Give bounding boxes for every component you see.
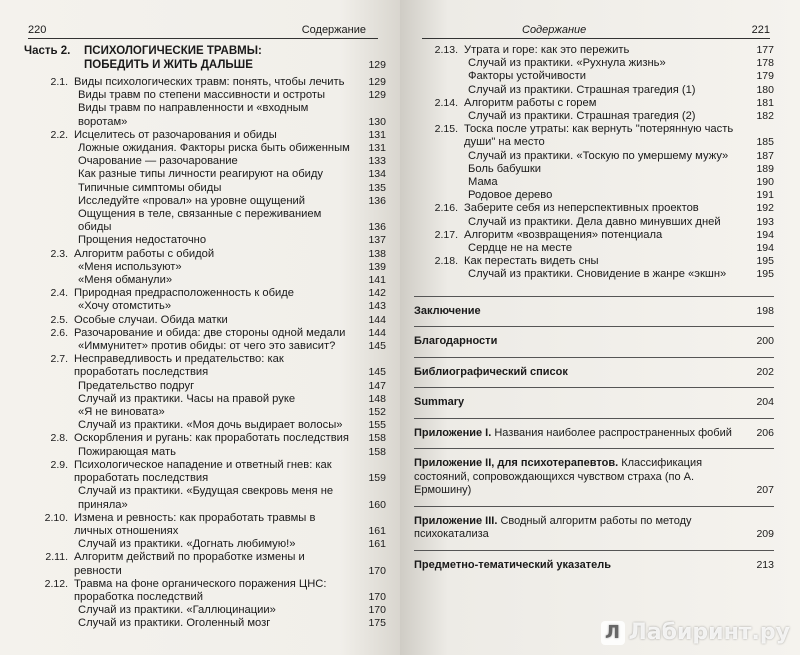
entry-title-text: Случай из практики. Страшная трагедия (2) bbox=[468, 110, 696, 123]
entry-title bbox=[468, 163, 774, 176]
toc-subentry bbox=[414, 176, 774, 189]
page-number: 221 bbox=[751, 24, 770, 36]
entry-title-text: Несправедливость и предательство: как проработать последствия bbox=[74, 353, 284, 379]
section-subtitle: Сводный алгоритм работы по методу психокатализа bbox=[414, 514, 692, 541]
entry-title bbox=[464, 255, 774, 268]
entry-page: 135 bbox=[368, 181, 386, 194]
entry-title-text: Измена и ревность: как проработать травмы в личных отношениях bbox=[74, 511, 316, 537]
entry-title bbox=[78, 604, 386, 617]
toc-section bbox=[414, 396, 774, 410]
toc-subentry bbox=[414, 150, 774, 163]
entry-title bbox=[74, 459, 386, 485]
running-title: Содержание bbox=[301, 24, 366, 36]
entry-title-text: Тоска после утраты: как вернуть "потерянную часть души" на место bbox=[464, 123, 734, 149]
entry-page: 147 bbox=[368, 379, 386, 392]
toc-subentry bbox=[24, 340, 386, 353]
entry-title-text: Травма на фоне органического поражения ЦНС: проработка последствий bbox=[74, 577, 327, 603]
toc-subentry bbox=[24, 419, 386, 432]
entry-page: 195 bbox=[756, 255, 774, 268]
section-title: Приложение III. bbox=[414, 514, 498, 527]
entry-page: 180 bbox=[756, 83, 774, 96]
entry-page: 193 bbox=[756, 215, 774, 228]
entry-title-text: Сердце не на месте bbox=[468, 242, 573, 255]
entry-title-text: Виды психологических травм: понять, чтобы лечить bbox=[74, 76, 345, 88]
entry-page: 159 bbox=[368, 472, 386, 485]
toc-entry bbox=[24, 248, 386, 261]
section-subtitle: Классификация состояний, сопровождающихся чувством страха (по А. Ермошину) bbox=[414, 457, 703, 497]
section-divider bbox=[414, 296, 774, 297]
entry-title bbox=[468, 110, 774, 123]
toc-entries-right bbox=[414, 44, 774, 282]
entry-title bbox=[78, 446, 386, 459]
entry-title-text: Случай из практики. «Догнать любимую!» bbox=[78, 538, 296, 551]
toc-entry bbox=[24, 512, 386, 538]
entry-title bbox=[78, 195, 386, 208]
entry-title bbox=[78, 617, 386, 630]
entry-page: 139 bbox=[368, 260, 386, 273]
entry-title bbox=[78, 393, 386, 406]
entry-number: 2.14. bbox=[434, 96, 458, 109]
toc-section bbox=[414, 335, 774, 349]
entry-number: 2.1. bbox=[50, 76, 68, 88]
entry-title bbox=[468, 242, 774, 255]
entry-title bbox=[78, 102, 386, 128]
toc-subentry bbox=[24, 380, 386, 393]
entry-page: 179 bbox=[756, 70, 774, 83]
entry-page: 160 bbox=[368, 498, 386, 511]
entry-title-text: Алгоритм работы с обидой bbox=[74, 247, 215, 260]
entry-title-text: Алгоритм работы с горем bbox=[464, 96, 597, 109]
toc-subentry bbox=[24, 168, 386, 181]
toc-section bbox=[414, 515, 774, 542]
toc-section bbox=[414, 457, 774, 498]
entry-page: 136 bbox=[368, 221, 386, 234]
toc-sections-right bbox=[414, 296, 774, 573]
entry-title bbox=[78, 261, 386, 274]
watermark-text: Лабиринт.ру bbox=[628, 620, 790, 645]
entry-page: 181 bbox=[756, 96, 774, 109]
entry-title bbox=[464, 44, 774, 57]
toc-subentry bbox=[24, 102, 386, 128]
entry-title-text: Утрата и горе: как это пережить bbox=[464, 44, 630, 56]
toc-section bbox=[414, 559, 774, 573]
toc-subentry bbox=[24, 274, 386, 287]
toc-subentry bbox=[24, 300, 386, 313]
entry-page: 148 bbox=[368, 392, 386, 405]
section-page: 206 bbox=[756, 426, 774, 439]
entry-title-text: «Хочу отомстить» bbox=[78, 300, 172, 313]
section-page: 204 bbox=[756, 396, 774, 409]
section-divider bbox=[414, 506, 774, 507]
toc-entry bbox=[24, 129, 386, 142]
section-page: 213 bbox=[756, 558, 774, 571]
entry-title-text: Случай из практики. Дела давно минувших дней bbox=[468, 215, 721, 228]
entry-title-text: Алгоритм действий по проработке измены и ревности bbox=[74, 551, 305, 577]
entry-page: 170 bbox=[368, 564, 386, 577]
entry-title bbox=[74, 287, 386, 300]
entry-page: 145 bbox=[368, 340, 386, 353]
running-title: Содержание bbox=[522, 24, 587, 36]
toc-subentry bbox=[24, 89, 386, 102]
section-divider bbox=[414, 357, 774, 358]
section-page: 209 bbox=[756, 528, 774, 541]
entry-title bbox=[78, 406, 386, 419]
entry-number: 2.2. bbox=[50, 128, 68, 141]
toc-subentry bbox=[414, 268, 774, 281]
toc-entry bbox=[414, 97, 774, 110]
toc-entries-left bbox=[24, 76, 386, 631]
entry-title-text: Алгоритм «возвращения» потенциала bbox=[464, 228, 663, 241]
entry-page: 178 bbox=[756, 57, 774, 70]
entry-title bbox=[464, 123, 774, 149]
section-title: Приложение II, для психотерапевтов. bbox=[414, 457, 619, 470]
entry-page: 144 bbox=[368, 313, 386, 326]
entry-title-text: Случай из практики. «Галлюцинации» bbox=[78, 604, 276, 617]
section-page: 207 bbox=[756, 484, 774, 497]
entry-title bbox=[74, 551, 386, 577]
right-page-header bbox=[422, 20, 770, 39]
entry-page: 189 bbox=[756, 162, 774, 175]
entry-page: 175 bbox=[368, 617, 386, 630]
entry-title bbox=[468, 84, 774, 97]
entry-number: 2.17. bbox=[434, 228, 458, 241]
entry-title bbox=[78, 234, 386, 247]
toc-subentry bbox=[24, 538, 386, 551]
section-divider bbox=[414, 550, 774, 551]
toc-entry bbox=[24, 551, 386, 577]
toc-subentry bbox=[24, 208, 386, 234]
toc-subentry bbox=[24, 446, 386, 459]
part-title bbox=[84, 44, 386, 72]
entry-title bbox=[468, 268, 774, 281]
entry-title bbox=[468, 57, 774, 70]
entry-page: 194 bbox=[756, 242, 774, 255]
entry-title-text: Случай из практики. Часы на правой руке bbox=[78, 392, 296, 405]
entry-page: 194 bbox=[756, 228, 774, 241]
toc-subentry bbox=[24, 182, 386, 195]
labirint-logo-icon: Л bbox=[601, 621, 625, 645]
toc-entry bbox=[24, 578, 386, 604]
section-divider bbox=[414, 326, 774, 327]
entry-number: 2.18. bbox=[434, 255, 458, 268]
section-page: 198 bbox=[756, 304, 774, 317]
entry-title-text: Очарование — разочарование bbox=[78, 155, 238, 168]
entry-title-text: Ложные ожидания. Факторы риска быть обиженным bbox=[78, 142, 350, 155]
entry-number: 2.9. bbox=[50, 458, 68, 471]
toc-section bbox=[414, 427, 774, 441]
entry-title bbox=[74, 314, 386, 327]
entry-title-text: Случай из практики. Страшная трагедия (1) bbox=[468, 83, 696, 96]
toc-subentry bbox=[24, 195, 386, 208]
toc-subentry bbox=[24, 234, 386, 247]
toc-entry bbox=[414, 229, 774, 242]
section-title: Summary bbox=[414, 396, 465, 409]
watermark-logo bbox=[601, 620, 790, 645]
toc-entry bbox=[24, 76, 386, 89]
section-title: Библиографический список bbox=[414, 365, 568, 378]
entry-title bbox=[78, 182, 386, 195]
entry-title-text: Как разные типы личности реагируют на обиду bbox=[78, 168, 323, 181]
entry-page: 161 bbox=[368, 524, 386, 537]
toc-entry bbox=[24, 432, 386, 445]
entry-page: 155 bbox=[368, 419, 386, 432]
entry-title-text: Предательство подруг bbox=[78, 379, 195, 392]
toc-section bbox=[414, 366, 774, 380]
entry-title-text: Мама bbox=[468, 176, 498, 189]
left-page-header bbox=[28, 20, 378, 39]
entry-number: 2.15. bbox=[434, 123, 458, 136]
toc-subentry bbox=[24, 142, 386, 155]
entry-title bbox=[78, 419, 386, 432]
part-heading bbox=[24, 44, 386, 72]
part-page: 129 bbox=[368, 59, 386, 71]
entry-title bbox=[468, 216, 774, 229]
toc-right bbox=[414, 44, 774, 572]
entry-title bbox=[78, 538, 386, 551]
entry-page: 131 bbox=[368, 142, 386, 155]
entry-title bbox=[74, 248, 386, 261]
entry-title bbox=[78, 340, 386, 353]
entry-page: 187 bbox=[756, 149, 774, 162]
entry-page: 195 bbox=[756, 268, 774, 281]
entry-page: 185 bbox=[756, 136, 774, 149]
entry-title bbox=[74, 353, 386, 379]
toc-subentry bbox=[24, 393, 386, 406]
toc-section bbox=[414, 305, 774, 319]
entry-page: 129 bbox=[368, 89, 386, 102]
toc-subentry bbox=[24, 604, 386, 617]
entry-title bbox=[74, 432, 386, 445]
entry-title-text: Виды травм по степени массивности и остроты bbox=[78, 89, 326, 102]
toc-subentry bbox=[414, 57, 774, 70]
entry-title-text: Разочарование и обида: две стороны одной медали bbox=[74, 326, 346, 339]
entry-number: 2.12. bbox=[44, 577, 68, 590]
entry-page: 131 bbox=[368, 128, 386, 141]
entry-page: 144 bbox=[368, 326, 386, 339]
part-title-line: ПОБЕДИТЬ И ЖИТЬ ДАЛЬШЕ bbox=[84, 59, 253, 71]
toc-subentry bbox=[414, 242, 774, 255]
entry-title-text: «Меня используют» bbox=[78, 260, 182, 273]
entry-title-text: Как перестать видеть сны bbox=[464, 255, 599, 268]
entry-page: 141 bbox=[368, 274, 386, 287]
entry-title-text: Случай из практики. «Тоскую по умершему мужу» bbox=[468, 149, 729, 162]
entry-title-text: Типичные симптомы обиды bbox=[78, 181, 222, 194]
toc-left bbox=[24, 44, 386, 631]
entry-title-text: Факторы устойчивости bbox=[468, 70, 586, 83]
entry-title bbox=[464, 97, 774, 110]
entry-title-text: Пожирающая мать bbox=[78, 445, 176, 458]
entry-title bbox=[74, 578, 386, 604]
entry-page: 190 bbox=[756, 176, 774, 189]
right-page bbox=[400, 0, 800, 655]
entry-number: 2.4. bbox=[50, 287, 68, 300]
entry-title bbox=[74, 129, 386, 142]
entry-title-text: Родовое дерево bbox=[468, 189, 553, 202]
toc-entry bbox=[24, 287, 386, 300]
entry-title bbox=[78, 300, 386, 313]
entry-page: 182 bbox=[756, 110, 774, 123]
entry-title bbox=[78, 89, 386, 102]
entry-title-text: Случай из практики. Оголенный мозг bbox=[78, 617, 271, 630]
entry-page: 170 bbox=[368, 590, 386, 603]
toc-entry bbox=[414, 202, 774, 215]
entry-title-text: Особые случаи. Обида матки bbox=[74, 313, 228, 326]
entry-page: 161 bbox=[368, 538, 386, 551]
toc-subentry bbox=[414, 84, 774, 97]
entry-title bbox=[468, 70, 774, 83]
entry-number: 2.6. bbox=[50, 326, 68, 339]
entry-title-text: Природная предрасположенность к обиде bbox=[74, 287, 294, 300]
section-title: Приложение I. bbox=[414, 426, 492, 439]
entry-title-text: Оскорбления и ругань: как проработать последствия bbox=[74, 432, 349, 445]
entry-page: 138 bbox=[368, 247, 386, 260]
entry-title-text: «Я не виновата» bbox=[78, 406, 165, 419]
toc-entry bbox=[24, 314, 386, 327]
entry-title bbox=[468, 150, 774, 163]
entry-number: 2.8. bbox=[50, 432, 68, 445]
toc-entry bbox=[24, 353, 386, 379]
entry-title-text: Виды травм по направленности и «входным воротам» bbox=[78, 102, 309, 128]
toc-subentry bbox=[414, 70, 774, 83]
entry-number: 2.10. bbox=[44, 511, 68, 524]
section-page: 200 bbox=[756, 335, 774, 348]
entry-title bbox=[464, 229, 774, 242]
entry-title-text: Случай из практики. Сновидение в жанре «экшн» bbox=[468, 268, 727, 281]
entry-title bbox=[74, 76, 386, 89]
entry-title-text: Случай из практики. «Рухнула жизнь» bbox=[468, 57, 666, 70]
entry-page: 158 bbox=[368, 432, 386, 445]
entry-page: 143 bbox=[368, 300, 386, 313]
entry-page: 170 bbox=[368, 604, 386, 617]
entry-page: 142 bbox=[368, 287, 386, 300]
entry-number: 2.16. bbox=[434, 202, 458, 215]
entry-title-text: Заберите себя из неперспективных проектов bbox=[464, 202, 699, 215]
section-title: Предметно-тематический указатель bbox=[414, 558, 612, 571]
part-label: Часть 2. bbox=[24, 45, 71, 57]
entry-page: 192 bbox=[756, 202, 774, 215]
section-title: Заключение bbox=[414, 304, 481, 317]
toc-subentry bbox=[24, 155, 386, 168]
entry-title-text: Случай из практики. «Будущая свекровь меня не приняла» bbox=[78, 485, 334, 511]
entry-number: 2.13. bbox=[434, 44, 458, 56]
section-divider bbox=[414, 418, 774, 419]
entry-title-text: Психологическое нападение и ответный гнев: как проработать последствия bbox=[74, 458, 332, 485]
entry-title-text: Исцелитесь от разочарования и обиды bbox=[74, 128, 277, 141]
entry-page: 130 bbox=[368, 115, 386, 128]
toc-entry bbox=[414, 123, 774, 149]
toc-entry bbox=[24, 327, 386, 340]
entry-title bbox=[78, 168, 386, 181]
entry-page: 129 bbox=[368, 76, 386, 88]
entry-page: 137 bbox=[368, 234, 386, 247]
part-title-line: ПСИХОЛОГИЧЕСКИЕ ТРАВМЫ: bbox=[84, 45, 262, 57]
entry-page: 152 bbox=[368, 406, 386, 419]
section-divider bbox=[414, 448, 774, 449]
entry-title-text: Ощущения в теле, связанные с переживанием обиды bbox=[78, 208, 322, 234]
entry-title-text: Случай из практики. «Моя дочь выдирает волосы» bbox=[78, 419, 343, 432]
entry-number: 2.5. bbox=[50, 313, 68, 326]
entry-title bbox=[78, 485, 386, 511]
entry-number: 2.3. bbox=[50, 247, 68, 260]
entry-title-text: Боль бабушки bbox=[468, 162, 542, 175]
entry-title bbox=[78, 274, 386, 287]
toc-entry bbox=[414, 255, 774, 268]
entry-title bbox=[74, 327, 386, 340]
entry-title bbox=[78, 155, 386, 168]
section-page: 202 bbox=[756, 365, 774, 378]
toc-subentry bbox=[24, 261, 386, 274]
toc-subentry bbox=[414, 110, 774, 123]
section-title: Благодарности bbox=[414, 335, 498, 348]
toc-subentry bbox=[24, 485, 386, 511]
entry-title bbox=[468, 189, 774, 202]
entry-title bbox=[78, 208, 386, 234]
entry-title-text: Исследуйте «провал» на уровне ощущений bbox=[78, 194, 306, 207]
page-number: 220 bbox=[28, 24, 47, 36]
entry-title-text: «Иммунитет» против обиды: от чего это зависит? bbox=[78, 340, 336, 353]
entry-title bbox=[464, 202, 774, 215]
section-divider bbox=[414, 387, 774, 388]
entry-page: 191 bbox=[756, 189, 774, 202]
toc-subentry bbox=[24, 406, 386, 419]
entry-title-text: Прощения недостаточно bbox=[78, 234, 207, 247]
entry-title bbox=[78, 142, 386, 155]
entry-page: 177 bbox=[756, 44, 774, 56]
entry-title bbox=[74, 512, 386, 538]
toc-entry bbox=[24, 459, 386, 485]
toc-subentry bbox=[414, 189, 774, 202]
entry-number: 2.11. bbox=[45, 551, 68, 564]
toc-subentry bbox=[414, 216, 774, 229]
entry-page: 133 bbox=[368, 155, 386, 168]
toc-entry bbox=[414, 44, 774, 57]
entry-number: 2.7. bbox=[50, 353, 68, 366]
entry-page: 158 bbox=[368, 445, 386, 458]
toc-subentry bbox=[24, 617, 386, 630]
entry-title bbox=[468, 176, 774, 189]
entry-title bbox=[78, 380, 386, 393]
entry-page: 136 bbox=[368, 194, 386, 207]
entry-title-text: «Меня обманули» bbox=[78, 274, 173, 287]
entry-page: 145 bbox=[368, 366, 386, 379]
entry-page: 134 bbox=[368, 168, 386, 181]
section-subtitle: Названия наиболее распространенных фобий bbox=[491, 426, 732, 439]
toc-subentry bbox=[414, 163, 774, 176]
